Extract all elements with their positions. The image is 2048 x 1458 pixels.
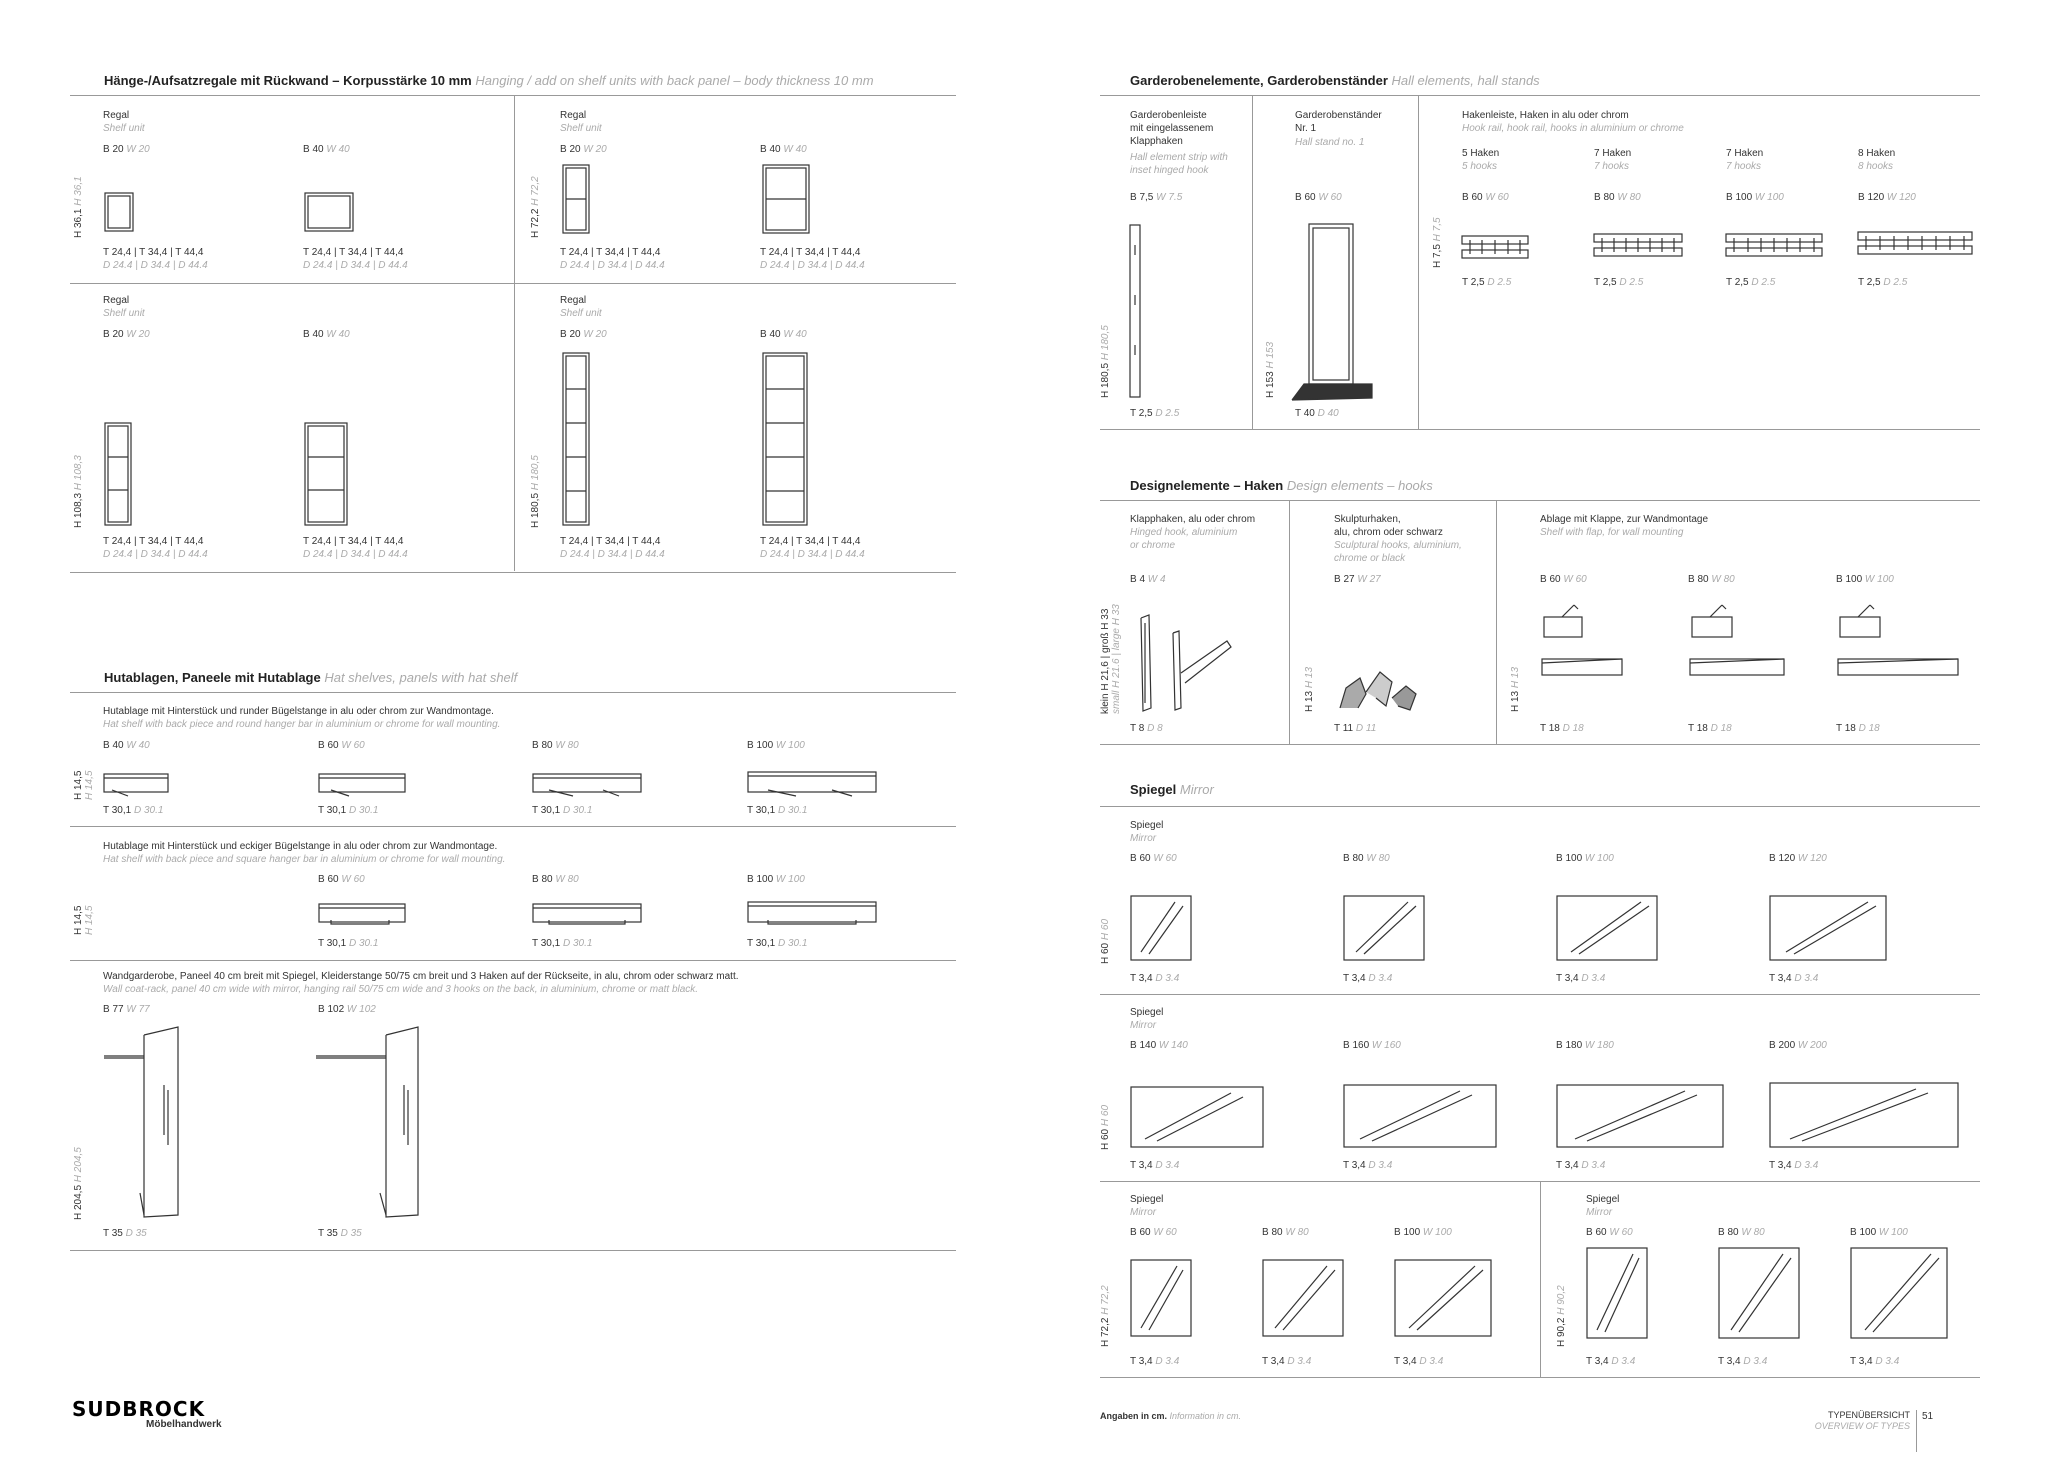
hook-count-en: 7 hooks: [1594, 161, 1630, 172]
depth-label: T 24,4 | T 34,4 | T 44,4: [103, 247, 204, 258]
hat-shelf-sketch: [533, 900, 643, 930]
depth-label-en: D 24.4 | D 34.4 | D 44.4: [760, 260, 865, 271]
mirror-sketch: [1770, 896, 1888, 962]
depth-label: T 24,4 | T 34,4 | T 44,4: [103, 536, 204, 547]
depth-label: T 3,4 D 3.4: [1343, 1160, 1393, 1171]
sudbrock-logo: SUDBROCK: [72, 1397, 206, 1421]
shelf-unit-sketch: [763, 353, 813, 528]
depth-label: T 24,4 | T 34,4 | T 44,4: [303, 247, 404, 258]
wall-coat-rack-sketch: [316, 1025, 421, 1220]
width-label: B 7,5 W 7.5: [1130, 192, 1183, 203]
section-title-hall-elements: Garderobenelemente, Garderobenständer Hall elements, hall stands: [1130, 73, 1540, 88]
section-title-shelf-units: Hänge-/Aufsatzregale mit Rückwand – Korpusstärke 10 mm Hanging / add on shelf units with back panel – body thickness 10 mm: [104, 73, 874, 88]
height-label: H 108,3 H 108,3: [73, 455, 84, 528]
depth-label: T 2,5 D 2.5: [1726, 277, 1776, 288]
label-shelf-unit: Shelf unit: [103, 123, 145, 134]
divider: [70, 826, 956, 827]
width-label: B 77 W 77: [103, 1004, 150, 1015]
footer-section-label: TYPENÜBERSICHT OVERVIEW OF TYPES: [1814, 1410, 1910, 1431]
wall-coat-rack-sketch: [104, 1025, 184, 1220]
page-number: 51: [1922, 1411, 1934, 1422]
wall-coat-rack-description: Wandgarderobe, Paneel 40 cm breit mit Spiegel, Kleiderstange 50/75 cm breit und 3 Haken auf der Rückseite, in alu, chrom oder schwarz matt.: [103, 971, 739, 982]
divider: [1100, 1377, 1980, 1378]
width-label: B 20 W 20: [103, 329, 150, 340]
hall-stand-label: Garderobenständer Nr. 1: [1295, 110, 1382, 134]
depth-label: T 3,4 D 3.4: [1394, 1356, 1444, 1367]
width-label: B 100 W 100: [747, 740, 805, 751]
height-label: H 14,5 H 14,5: [73, 905, 95, 935]
depth-label: T 30,1 D 30.1: [103, 805, 164, 816]
wall-coat-rack-description-en: Wall coat-rack, panel 40 cm wide with mirror, hanging rail 50/75 cm wide and 3 hooks on the back, in aluminium, chrome or matt black.: [103, 984, 699, 995]
label-regal: Regal: [560, 295, 587, 306]
divider: [1100, 994, 1980, 995]
mirror-sketch: [1395, 1260, 1493, 1338]
sculptural-hook-label: Skulpturhaken, alu, chrom oder schwarz: [1334, 514, 1443, 538]
divider: [1100, 95, 1980, 96]
width-label: B 27 W 27: [1334, 574, 1381, 585]
hook-rail-label: Hakenleiste, Haken in alu oder chrom: [1462, 110, 1629, 121]
width-label: B 80 W 80: [532, 740, 579, 751]
width-label: B 180 W 180: [1556, 1040, 1614, 1051]
flap-shelf-label-en: Shelf with flap, for wall mounting: [1540, 527, 1684, 538]
height-label: H 180,5 H 180,5: [530, 455, 541, 528]
width-label: B 60 W 60: [1540, 574, 1587, 585]
height-label: H 60 H 60: [1100, 1104, 1111, 1150]
depth-label: T 24,4 | T 34,4 | T 44,4: [560, 536, 661, 547]
hat-shelf-sketch: [748, 766, 878, 800]
hook-count-en: 7 hooks: [1726, 161, 1762, 172]
depth-label: T 2,5 D 2.5: [1130, 408, 1180, 419]
divider: [1289, 501, 1290, 744]
shelf-unit-sketch: [305, 193, 355, 233]
depth-label-en: D 24.4 | D 34.4 | D 44.4: [103, 260, 208, 271]
divider: [1540, 1182, 1541, 1377]
width-label: B 200 W 200: [1769, 1040, 1827, 1051]
width-label: B 80 W 80: [1718, 1227, 1765, 1238]
hinged-hook-label-en: Hinged hook, aluminium or chrome: [1130, 527, 1238, 551]
depth-label: T 8 D 8: [1130, 723, 1163, 734]
shelf-unit-sketch: [763, 165, 813, 237]
depth-label: T 30,1 D 30.1: [747, 805, 808, 816]
divider: [70, 960, 956, 961]
hook-count-en: 8 hooks: [1858, 161, 1894, 172]
width-label: B 40 W 40: [760, 144, 807, 155]
width-label: B 100 W 100: [1850, 1227, 1908, 1238]
hook-rail-label-en: Hook rail, hook rail, hooks in aluminium or chrome: [1462, 123, 1684, 134]
mirror-sketch: [1851, 1248, 1949, 1340]
mirror-sketch: [1587, 1248, 1649, 1340]
width-label: B 160 W 160: [1343, 1040, 1401, 1051]
width-label: B 80 W 80: [1343, 853, 1390, 864]
section-title-mirror: Spiegel Mirror: [1130, 782, 1214, 797]
depth-label: T 3,4 D 3.4: [1556, 973, 1606, 984]
hall-stand-sketch: [1292, 222, 1374, 402]
mirror-label-en: Mirror: [1130, 1207, 1157, 1218]
width-label: B 60 W 60: [1462, 192, 1509, 203]
width-label: B 20 W 20: [560, 329, 607, 340]
shelf-unit-sketch: [563, 353, 593, 528]
divider: [70, 95, 956, 96]
width-label: B 20 W 20: [103, 144, 150, 155]
height-label: H 204,5 H 204,5: [73, 1147, 84, 1220]
mirror-label-en: Mirror: [1130, 1020, 1157, 1031]
depth-label: T 35 D 35: [318, 1228, 362, 1239]
depth-label: T 30,1 D 30.1: [318, 938, 379, 949]
depth-label: T 3,4 D 3.4: [1130, 973, 1180, 984]
depth-label: T 3,4 D 3.4: [1850, 1356, 1900, 1367]
height-label: H 60 H 60: [1100, 918, 1111, 964]
divider: [1496, 501, 1497, 744]
mirror-sketch: [1131, 1260, 1193, 1338]
depth-label: T 3,4 D 3.4: [1769, 1160, 1819, 1171]
width-label: B 60 W 60: [1586, 1227, 1633, 1238]
width-label: B 60 W 60: [1295, 192, 1342, 203]
width-label: B 40 W 40: [303, 144, 350, 155]
depth-label: T 3,4 D 3.4: [1262, 1356, 1312, 1367]
mirror-label: Spiegel: [1130, 1007, 1164, 1018]
depth-label: T 18 D 18: [1688, 723, 1732, 734]
width-label: B 4 W 4: [1130, 574, 1166, 585]
label-shelf-unit: Shelf unit: [560, 123, 602, 134]
hook-rail-sketch: [1462, 234, 1532, 264]
depth-label-en: D 24.4 | D 34.4 | D 44.4: [103, 549, 208, 560]
height-label: H 14,5 H 14,5: [73, 770, 95, 800]
label-regal: Regal: [103, 110, 130, 121]
mirror-label-en: Mirror: [1586, 1207, 1613, 1218]
depth-label: T 3,4 D 3.4: [1718, 1356, 1768, 1367]
depth-label: T 35 D 35: [103, 1228, 147, 1239]
divider: [70, 1250, 956, 1251]
depth-label: T 18 D 18: [1540, 723, 1584, 734]
width-label: B 40 W 40: [303, 329, 350, 340]
width-label: B 102 W 102: [318, 1004, 376, 1015]
hook-count: 7 Haken: [1594, 148, 1632, 159]
width-label: B 80 W 80: [1688, 574, 1735, 585]
flap-shelf-sketch: [1542, 593, 1626, 683]
width-label: B 100 W 100: [1836, 574, 1894, 585]
width-label: B 60 W 60: [1130, 853, 1177, 864]
height-label: H 72,2 H 72,2: [1100, 1285, 1111, 1347]
hook-count: 7 Haken: [1726, 148, 1764, 159]
depth-label-en: D 24.4 | D 34.4 | D 44.4: [560, 260, 665, 271]
depth-label: T 30,1 D 30.1: [532, 938, 593, 949]
depth-label: T 2,5 D 2.5: [1462, 277, 1512, 288]
height-label: H 13 H 13: [1510, 666, 1521, 712]
depth-label: T 3,4 D 3.4: [1130, 1160, 1180, 1171]
mirror-label: Spiegel: [1586, 1194, 1620, 1205]
hat-shelf-description: Hutablage mit Hinterstück und runder Bügelstange in alu oder chrom zur Wandmontage.: [103, 706, 494, 717]
width-label: B 100 W 100: [1394, 1227, 1452, 1238]
mirror-sketch: [1719, 1248, 1801, 1340]
depth-label-en: D 24.4 | D 34.4 | D 44.4: [560, 549, 665, 560]
height-label: H 72,2 H 72,2: [530, 176, 541, 238]
mirror-label: Spiegel: [1130, 1194, 1164, 1205]
width-label: B 100 W 100: [747, 874, 805, 885]
depth-label: T 3,4 D 3.4: [1556, 1160, 1606, 1171]
width-label: B 100 W 100: [1726, 192, 1784, 203]
depth-label: T 30,1 D 30.1: [532, 805, 593, 816]
logo-subtitle: Möbelhandwerk: [146, 1419, 222, 1430]
hook-count: 5 Haken: [1462, 148, 1500, 159]
height-label: H 13 H 13: [1304, 666, 1315, 712]
height-label: H 90,2 H 90,2: [1556, 1285, 1567, 1347]
depth-label: T 3,4 D 3.4: [1130, 1356, 1180, 1367]
divider: [1100, 429, 1980, 430]
hook-rail-sketch: [1726, 232, 1826, 262]
hook-rail-sketch: [1594, 232, 1686, 262]
shelf-unit-sketch: [105, 423, 135, 529]
hat-shelf-description: Hutablage mit Hinterstück und eckiger Bügelstange in alu oder chrom zur Wandmontage.: [103, 841, 498, 852]
hinged-hook-label: Klapphaken, alu oder chrom: [1130, 514, 1256, 525]
width-label: B 60 W 60: [318, 874, 365, 885]
section-title-design-elements: Designelemente – Haken Design elements – hooks: [1130, 478, 1433, 493]
section-title-hat-shelves: Hutablagen, Paneele mit Hutablage Hat shelves, panels with hat shelf: [104, 670, 518, 685]
mirror-sketch: [1131, 896, 1193, 962]
hat-shelf-description-en: Hat shelf with back piece and square hanger bar in aluminium or chrome for wall mounting.: [103, 854, 506, 865]
depth-label-en: D 24.4 | D 34.4 | D 44.4: [303, 549, 408, 560]
label-regal: Regal: [560, 110, 587, 121]
width-label: B 80 W 80: [532, 874, 579, 885]
divider: [1100, 806, 1980, 807]
shelf-unit-sketch: [305, 423, 355, 529]
mirror-label-en: Mirror: [1130, 833, 1157, 844]
divider: [70, 283, 956, 284]
footer-note: Angaben in cm. Information in cm.: [1100, 1411, 1242, 1421]
depth-label-en: D 24.4 | D 34.4 | D 44.4: [303, 260, 408, 271]
depth-label-en: D 24.4 | D 34.4 | D 44.4: [760, 549, 865, 560]
sculptural-hook-sketch: [1336, 668, 1420, 714]
mirror-sketch: [1770, 1083, 1960, 1149]
hook-count: 8 Haken: [1858, 148, 1896, 159]
mirror-sketch: [1344, 896, 1426, 962]
hat-shelf-sketch: [319, 900, 407, 930]
depth-label: T 24,4 | T 34,4 | T 44,4: [760, 536, 861, 547]
depth-label: T 40 D 40: [1295, 408, 1339, 419]
label-shelf-unit: Shelf unit: [103, 308, 145, 319]
depth-label: T 30,1 D 30.1: [318, 805, 379, 816]
width-label: B 100 W 100: [1556, 853, 1614, 864]
shelf-unit-sketch: [563, 165, 593, 237]
height-label: H 36,1 H 36,1: [73, 176, 84, 238]
height-label: H 180,5 H 180,5: [1100, 325, 1111, 398]
width-label: B 120 W 120: [1769, 853, 1827, 864]
hook-rail-sketch: [1858, 230, 1976, 260]
divider: [1100, 744, 1980, 745]
width-label: B 20 W 20: [560, 144, 607, 155]
depth-label: T 18 D 18: [1836, 723, 1880, 734]
divider: [1100, 500, 1980, 501]
width-label: B 120 W 120: [1858, 192, 1916, 203]
width-label: B 40 W 40: [760, 329, 807, 340]
width-label: B 60 W 60: [1130, 1227, 1177, 1238]
hall-strip-sketch: [1130, 225, 1146, 400]
hall-strip-label: Garderobenleiste mit eingelassenem Klapphaken: [1130, 110, 1214, 147]
width-label: B 80 W 80: [1262, 1227, 1309, 1238]
hinged-hook-sketch: [1135, 613, 1235, 713]
depth-label: T 2,5 D 2.5: [1858, 277, 1908, 288]
mirror-sketch: [1557, 1085, 1725, 1149]
depth-label: T 24,4 | T 34,4 | T 44,4: [303, 536, 404, 547]
height-label: H 153 H 153: [1265, 341, 1276, 398]
hall-strip-label-en: Hall element strip with inset hinged hook: [1130, 152, 1228, 176]
divider: [70, 572, 956, 573]
hook-count-en: 5 hooks: [1462, 161, 1498, 172]
mirror-sketch: [1557, 896, 1659, 962]
hat-shelf-sketch: [533, 770, 643, 800]
hat-shelf-sketch: [748, 898, 878, 930]
divider: [514, 96, 515, 571]
depth-label: T 3,4 D 3.4: [1586, 1356, 1636, 1367]
hat-shelf-description-en: Hat shelf with back piece and round hanger bar in aluminium or chrome for wall mounting.: [103, 719, 501, 730]
mirror-label: Spiegel: [1130, 820, 1164, 831]
height-label: H 7,5 H 7,5: [1432, 217, 1443, 268]
depth-label: T 2,5 D 2.5: [1594, 277, 1644, 288]
label-regal: Regal: [103, 295, 130, 306]
flap-shelf-label: Ablage mit Klappe, zur Wandmontage: [1540, 514, 1709, 525]
divider: [1252, 96, 1253, 429]
divider: [70, 692, 956, 693]
depth-label: T 30,1 D 30.1: [747, 938, 808, 949]
hat-shelf-sketch: [104, 770, 170, 800]
depth-label: T 11 D 11: [1334, 723, 1377, 734]
depth-label: T 3,4 D 3.4: [1769, 973, 1819, 984]
depth-label: T 24,4 | T 34,4 | T 44,4: [760, 247, 861, 258]
flap-shelf-sketch: [1838, 593, 1964, 683]
mirror-sketch: [1131, 1087, 1265, 1149]
flap-shelf-sketch: [1690, 593, 1790, 683]
shelf-unit-sketch: [105, 193, 135, 233]
width-label: B 60 W 60: [318, 740, 365, 751]
hat-shelf-sketch: [319, 770, 407, 800]
sculptural-hook-label-en: Sculptural hooks, aluminium, chrome or black: [1334, 540, 1462, 564]
hall-stand-label-en: Hall stand no. 1: [1295, 137, 1365, 148]
divider: [1916, 1410, 1917, 1452]
mirror-sketch: [1263, 1260, 1345, 1338]
width-label: B 140 W 140: [1130, 1040, 1188, 1051]
height-label: klein H 21,6 | groß H 33 small H 21.6 | large H 33: [1100, 604, 1122, 714]
depth-label: T 24,4 | T 34,4 | T 44,4: [560, 247, 661, 258]
width-label: B 80 W 80: [1594, 192, 1641, 203]
label-shelf-unit: Shelf unit: [560, 308, 602, 319]
depth-label: T 3,4 D 3.4: [1343, 973, 1393, 984]
mirror-sketch: [1344, 1085, 1498, 1149]
width-label: B 40 W 40: [103, 740, 150, 751]
divider: [1418, 96, 1419, 429]
